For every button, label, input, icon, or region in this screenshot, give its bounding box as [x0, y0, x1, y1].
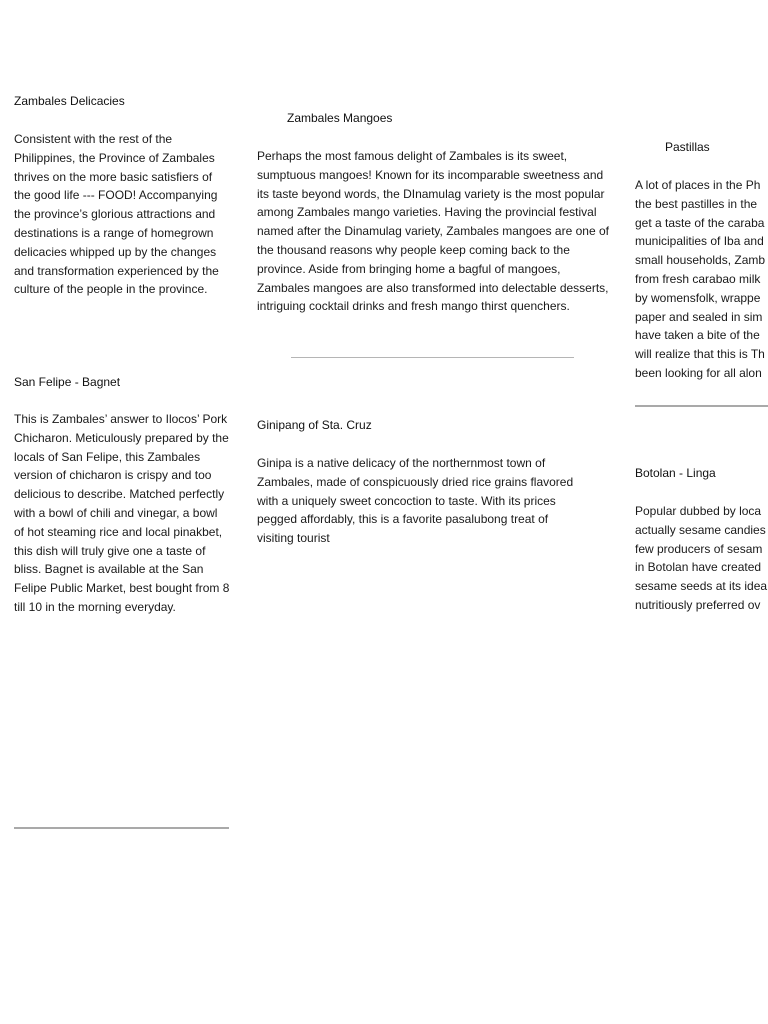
- text-line: will realize that this is Th: [635, 347, 765, 362]
- text-line: Popular dubbed by loca: [635, 504, 762, 518]
- text-line: sesame seeds at its idea: [635, 579, 768, 594]
- text-line: from fresh carabao milk: [635, 271, 761, 286]
- section-heading-zambales-delicacies: Zambales Delicacies: [14, 94, 125, 108]
- section-body-zambales-delicacies: Consistent with the rest of the Philippines, the Province of Zambales thrives on the more basic satisfiers of the good life --- FOOD! Accompanying the province’s glorious attractions and destinations is a range of homegrown delicacies whipped up by the changes and transformation experienced by the culture of the people in the province.: [14, 132, 219, 297]
- text-line: get a taste of the caraba: [635, 215, 765, 230]
- section-body-ginipang-sta-cruz: Ginipa is a native delicacy of the northernmost town of Zambales, made of conspicuously dried rice grains flavored with a uniquely sweet concoction to taste. With its prices pegged affordably, this is a favorite pasalubong treat of visiting tourist: [257, 456, 574, 546]
- section-divider: [291, 357, 574, 358]
- text-line: have taken a bite of the: [635, 328, 760, 343]
- section-heading-ginipang-sta-cruz: Ginipang of Sta. Cruz: [257, 418, 372, 432]
- section-heading-zambales-mangoes: Zambales Mangoes: [287, 111, 393, 125]
- text-line: the best pastilles in the: [635, 196, 758, 211]
- text-line: nutritiously preferred ov: [635, 597, 761, 612]
- text-line: by womensfolk, wrappe: [635, 290, 761, 305]
- text-line: paper and sealed in sim: [635, 309, 763, 324]
- text-line: municipalities of Iba and: [635, 234, 764, 249]
- text-line: A lot of places in the Ph: [635, 178, 761, 192]
- section-body-zambales-mangoes: Perhaps the most famous delight of Zambales is its sweet, sumptuous mangoes! Known for its incomparable sweetness and its taste beyond words, the DInamulag variety is the most popular among Zambales mango varieties. Having the provincial festival named after the Dinamulag variety, Zambales mangoes are one of the thousand reasons why people keep coming back to the province. Aside from bringing home a bagful of mangoes, Zambales mangoes are also transformed into delectable desserts, intriguing cocktail drinks and fresh mango thirst quenchers.: [257, 149, 609, 314]
- text-line: in Botolan have created: [635, 560, 762, 575]
- section-heading-pastillas: Pastillas: [665, 140, 710, 154]
- section-heading-botolan-linga: Botolan - Linga: [635, 466, 716, 480]
- section-divider: [635, 405, 768, 407]
- section-body-botolan-linga: [635, 502, 768, 615]
- section-body-san-felipe-bagnet: This is Zambales’ answer to Ilocos’ Pork Chicharon. Meticulously prepared by the locals of San Felipe, this Zambales version of chicharon is crispy and too delicious to describe. Matched perfectly with a bowl of chili and vinegar, a bowl of hot steaming rice and local pinakbet, this dish will truly give one a taste of bliss. Bagnet is available at the San Felipe Public Market, best bought from 8 till 10 in the morning everyday.: [14, 412, 230, 614]
- text-line: been looking for all alon: [635, 365, 762, 380]
- section-heading-san-felipe-bagnet: San Felipe - Bagnet: [14, 375, 121, 389]
- section-divider: [14, 827, 229, 829]
- text-line: few producers of sesam: [635, 541, 763, 556]
- section-body-pastillas: [635, 176, 768, 383]
- text-line: small households, Zamb: [635, 253, 766, 268]
- text-line: actually sesame candies: [635, 522, 766, 537]
